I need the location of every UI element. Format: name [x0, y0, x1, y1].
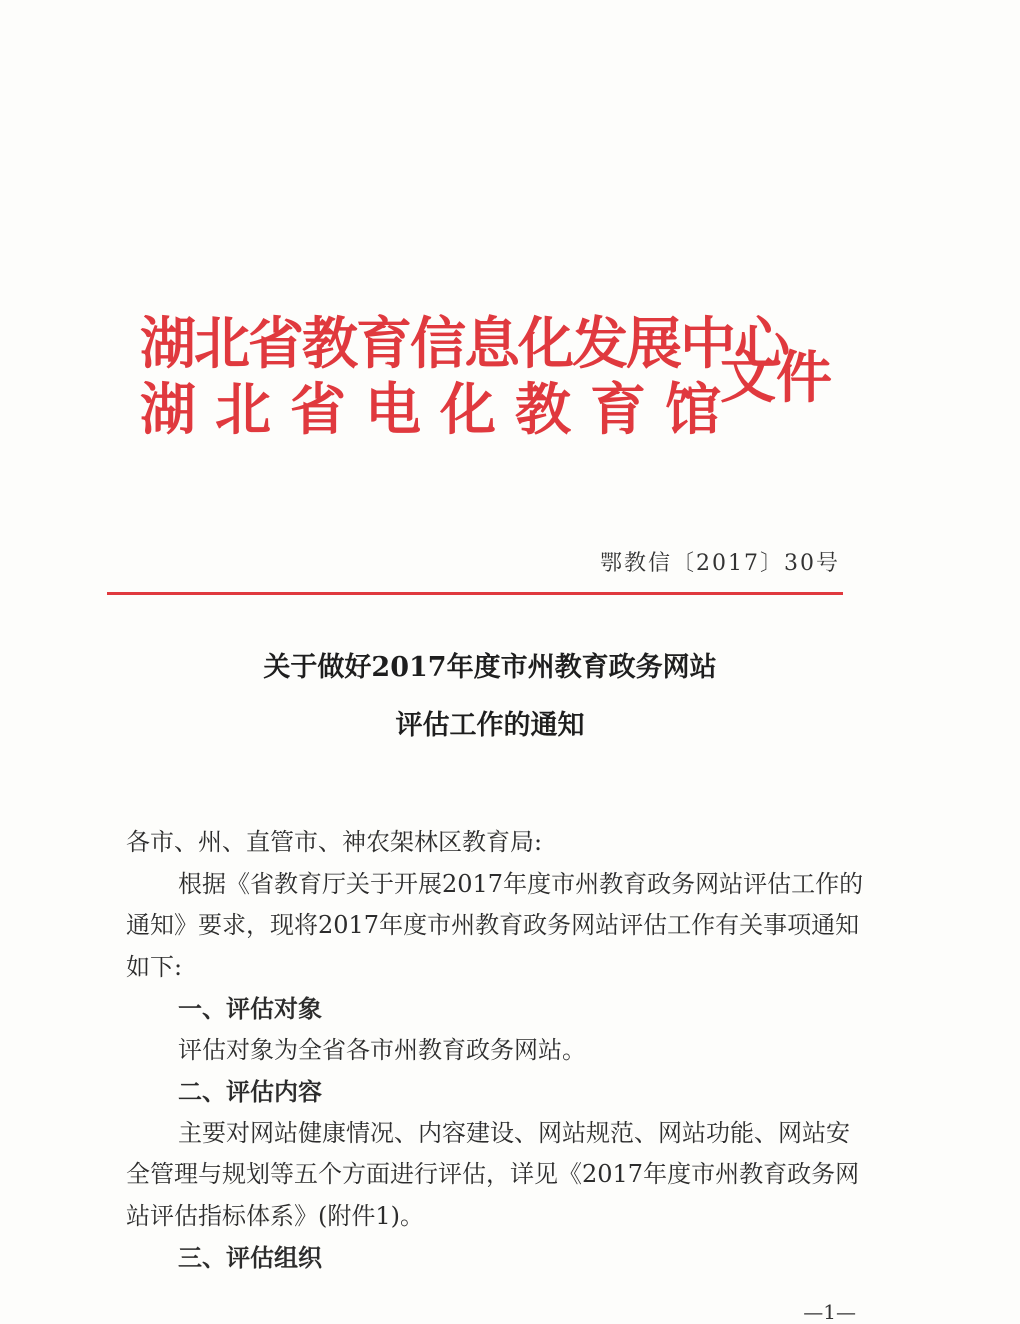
section-3-heading: 三、评估组织	[178, 1243, 322, 1272]
section-2-paragraph: 主要对网站健康情况、内容建设、网站规范、网站功能、网站安全管理与规划等五个方面进行评估，详见《2017年度市州教育政务网站评估指标体系》(附件1)。	[126, 1118, 860, 1230]
salutation: 各市、州、直管市、神农架林区教育局:	[126, 828, 543, 856]
section-2-heading: 二、评估内容	[178, 1077, 322, 1106]
red-divider	[107, 592, 843, 595]
document-title-line-2: 评估工作的通知	[395, 710, 585, 741]
issuer-suffix: 文件	[720, 346, 832, 411]
page-number: —1—	[803, 1300, 856, 1324]
issuer-header	[140, 312, 840, 452]
document-body	[126, 822, 866, 1279]
issuer-line-1: 湖北省教育信息化发展中心	[140, 312, 788, 377]
section-1-paragraph: 评估对象为全省各市州教育政务网站。	[178, 1035, 586, 1064]
section-1-heading: 一、评估对象	[178, 994, 322, 1023]
document-title-line-1: 关于做好2017年度市州教育政务网站	[263, 652, 717, 683]
intro-paragraph: 根据《省教育厅关于开展2017年度市州教育政务网站评估工作的通知》要求，现将2017年度市州教育政务网站评估工作有关事项通知如下:	[126, 869, 864, 981]
issuer-line-2: 湖北省电化教育馆	[140, 378, 740, 443]
document-number: 鄂教信〔2017〕30号	[600, 551, 840, 576]
